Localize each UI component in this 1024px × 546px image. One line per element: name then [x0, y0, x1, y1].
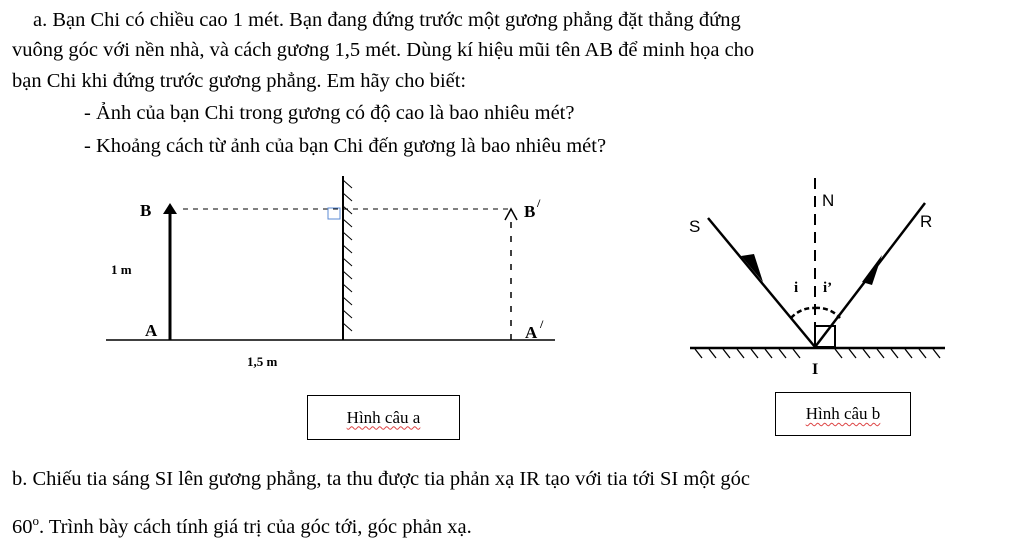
question-a-line2: vuông góc với nền nhà, và cách gương 1,5 mét. Dùng kí hiệu mũi tên AB để minh họa cho [12, 39, 755, 61]
caption-figure-b [775, 392, 911, 436]
caption-figure-a [307, 395, 460, 440]
label-distance: 1,5 m [247, 354, 278, 369]
question-b-line2 [12, 514, 472, 537]
question-a-line3: bạn Chi khi đứng trước gương phẳng. Em hãy cho biết: [12, 70, 467, 92]
angle-value: 60 [12, 515, 33, 538]
label-i-prime: i’ [823, 280, 833, 296]
angle-i-arc [791, 308, 815, 318]
figure-a [106, 176, 555, 369]
label-S: S [689, 217, 701, 236]
label-B-image: B [524, 202, 536, 221]
label-B-image-prime: / [537, 196, 541, 210]
question-b-line2-rest: . Trình bày cách tính giá trị của góc tới, góc phản xạ. [39, 515, 472, 538]
mirror-a-hatch [343, 180, 352, 331]
incident-ray [708, 218, 815, 347]
label-height: 1 m [111, 262, 132, 277]
label-B: B [140, 201, 152, 220]
label-A-image-prime: / [540, 317, 544, 331]
label-i: i [794, 280, 799, 296]
caption-figure-a-text: Hình câu a [346, 407, 421, 427]
image-arrow-head [505, 209, 517, 220]
figure-b [689, 178, 945, 378]
mirror-b-hatch [695, 349, 940, 358]
reflected-arrow-head [862, 255, 882, 285]
degree-sign: o [32, 513, 39, 528]
incident-arrow-head [741, 254, 763, 282]
question-b-line1: b. Chiếu tia sáng SI lên gương phẳng, ta thu được tia phản xạ IR tạo với tia tới SI một góc [12, 468, 750, 490]
question-a-line1: a. Bạn Chi có chiều cao 1 mét. Bạn đang đứng trước một gương phẳng đặt thẳng đứng [33, 9, 741, 31]
caption-figure-b-text: Hình câu b [805, 404, 881, 423]
label-I: I [812, 361, 819, 378]
label-A-image: A [525, 323, 538, 342]
angle-i-prime-arc [815, 308, 840, 318]
question-a-bullet2: - Khoảng cách từ ảnh của bạn Chi đến gương là bao nhiêu mét? [84, 135, 607, 157]
label-N: N [822, 191, 835, 210]
label-A: A [145, 321, 158, 340]
right-angle-marker [328, 208, 340, 219]
arrow-head-B [163, 203, 177, 214]
label-R: R [920, 212, 933, 231]
question-a-bullet1: - Ảnh của bạn Chi trong gương có độ cao là bao nhiêu mét? [84, 102, 575, 124]
